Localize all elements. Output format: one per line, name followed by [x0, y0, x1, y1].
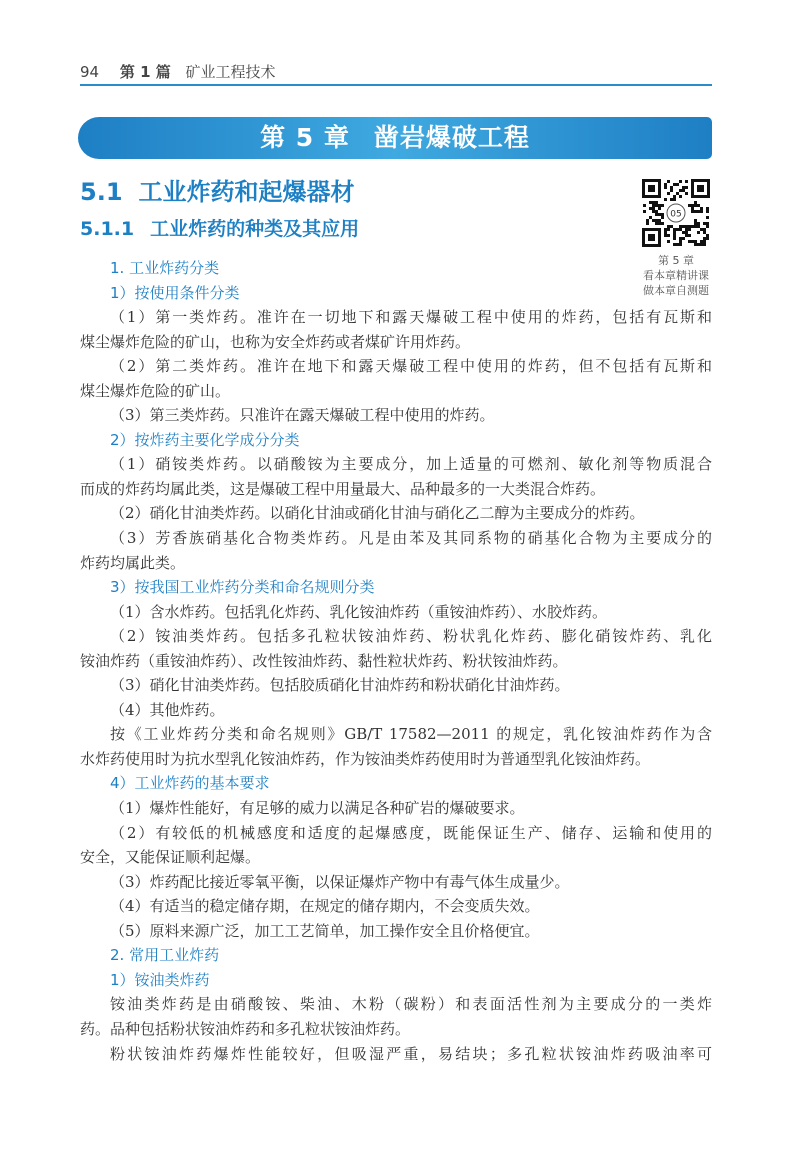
page-number: 94 [80, 63, 100, 81]
text-line: 水炸药使用时为抗水型乳化铵油炸药，作为铵油类炸药使用时为普通型乳化铵油炸药。 [80, 749, 651, 768]
text-line: （3）硝化甘油类炸药。包括胶质硝化甘油炸药和粉状硝化甘油炸药。 [110, 676, 570, 695]
text-line: 药。品种包括粉状铵油炸药和多孔粒状铵油炸药。 [80, 1019, 411, 1038]
text-line: （1）第一类炸药。准许在一切地下和露天爆破工程中使用的炸药，包括有瓦斯和 [110, 308, 712, 327]
subheading-line: 2）按炸药主要化学成分分类 [110, 430, 300, 449]
text-line: （5）原料来源广泛，加工工艺简单，加工操作安全且价格便宜。 [110, 921, 540, 940]
part-title: 矿业工程技术 [185, 63, 276, 81]
text-line: 炸药均属此类。 [80, 553, 186, 572]
chapter-number: 第 5 章 [260, 123, 350, 152]
text-line: （1）爆炸性能好，有足够的威力以满足各种矿岩的爆破要求。 [110, 799, 525, 818]
qr-caption-lecture: 看本章精讲课 [643, 269, 709, 282]
text-line: （3）炸药配比接近零氧平衡，以保证爆炸产物中有毒气体生成量少。 [110, 872, 570, 891]
subsection-heading [80, 216, 359, 242]
text-line: 安全，又能保证顺利起爆。 [80, 848, 261, 867]
text-line: 铵油类炸药是由硝酸铵、柴油、木粉（碳粉）和表面活性剂为主要成分的一类炸 [110, 995, 712, 1014]
qr-caption-test: 做本章自测题 [643, 284, 709, 297]
subheading-line: 2. 常用工业炸药 [110, 946, 220, 965]
text-line: （4）有适当的稳定储存期，在规定的储存期内，不会变质失效。 [110, 897, 540, 916]
subsection-title: 工业炸药的种类及其应用 [150, 218, 360, 240]
qr-code-icon[interactable] [641, 178, 711, 248]
text-line: （1）含水炸药。包括乳化炸药、乳化铵油炸药（重铵油炸药）、水胶炸药。 [110, 602, 608, 621]
subsection-number: 5.1.1 [80, 218, 135, 240]
text-line: （2）硝化甘油类炸药。以硝化甘油或硝化甘油与硝化乙二醇为主要成分的炸药。 [110, 504, 645, 523]
text-line: 粉状铵油炸药爆炸性能较好，但吸湿严重，易结块；多孔粒状铵油炸药吸油率可 [110, 1044, 712, 1063]
text-line: （3）芳香族硝基化合物类炸药。凡是由苯及其同系物的硝基化合物为主要成分的 [110, 529, 712, 548]
text-line: （2）铵油类炸药。包括多孔粒状铵油炸药、粉状乳化炸药、膨化硝铵炸药、乳化 [110, 627, 712, 646]
subheading-line: 1）按使用条件分类 [110, 283, 240, 302]
subheading-line: 1）铵油类炸药 [110, 970, 210, 989]
text-line: （2）第二类炸药。准许在地下和露天爆破工程中使用的炸药，但不包括有瓦斯和 [110, 357, 712, 376]
text-line: 煤尘爆炸危险的矿山，也称为安全炸药或者煤矿许用炸药。 [80, 332, 471, 351]
subheading-line: 4）工业炸药的基本要求 [110, 774, 270, 793]
section-number: 5.1 [80, 178, 123, 206]
text-line: 按《工业炸药分类和命名规则》GB/T 17582—2011 的规定，乳化铵油炸药作为含 [110, 725, 712, 744]
section-heading [80, 176, 355, 208]
text-line: （1）硝铵类炸药。以硝酸铵为主要成分，加上适量的可燃剂、敏化剂等物质混合 [110, 455, 712, 474]
part-label: 第 1 篇 [119, 63, 171, 81]
text-line: 煤尘爆炸危险的矿山。 [80, 381, 231, 400]
chapter-title: 凿岩爆破工程 [373, 123, 530, 152]
text-line: 铵油炸药（重铵油炸药）、改性铵油炸药、黏性粒状炸药、粉状铵油炸药。 [80, 651, 568, 670]
body-text [80, 256, 712, 1066]
text-line: 而成的炸药均属此类，这是爆破工程中用量最大、品种最多的一大类混合炸药。 [80, 479, 606, 498]
qr-center-label: 05 [670, 209, 682, 220]
qr-caption-chapter: 第 5 章 [658, 254, 694, 267]
subheading-line: 3）按我国工业炸药分类和命名规则分类 [110, 578, 375, 597]
text-line: （2）有较低的机械感度和适度的起爆感度，既能保证生产、储存、运输和使用的 [110, 823, 712, 842]
text-line: （3）第三类炸药。只准许在露天爆破工程中使用的炸药。 [110, 406, 495, 425]
section-title: 工业炸药和起爆器材 [138, 178, 355, 206]
running-header [80, 60, 712, 86]
subheading-line: 1. 工业炸药分类 [110, 259, 220, 277]
chapter-banner [78, 117, 712, 159]
text-line: （4）其他炸药。 [110, 700, 225, 719]
